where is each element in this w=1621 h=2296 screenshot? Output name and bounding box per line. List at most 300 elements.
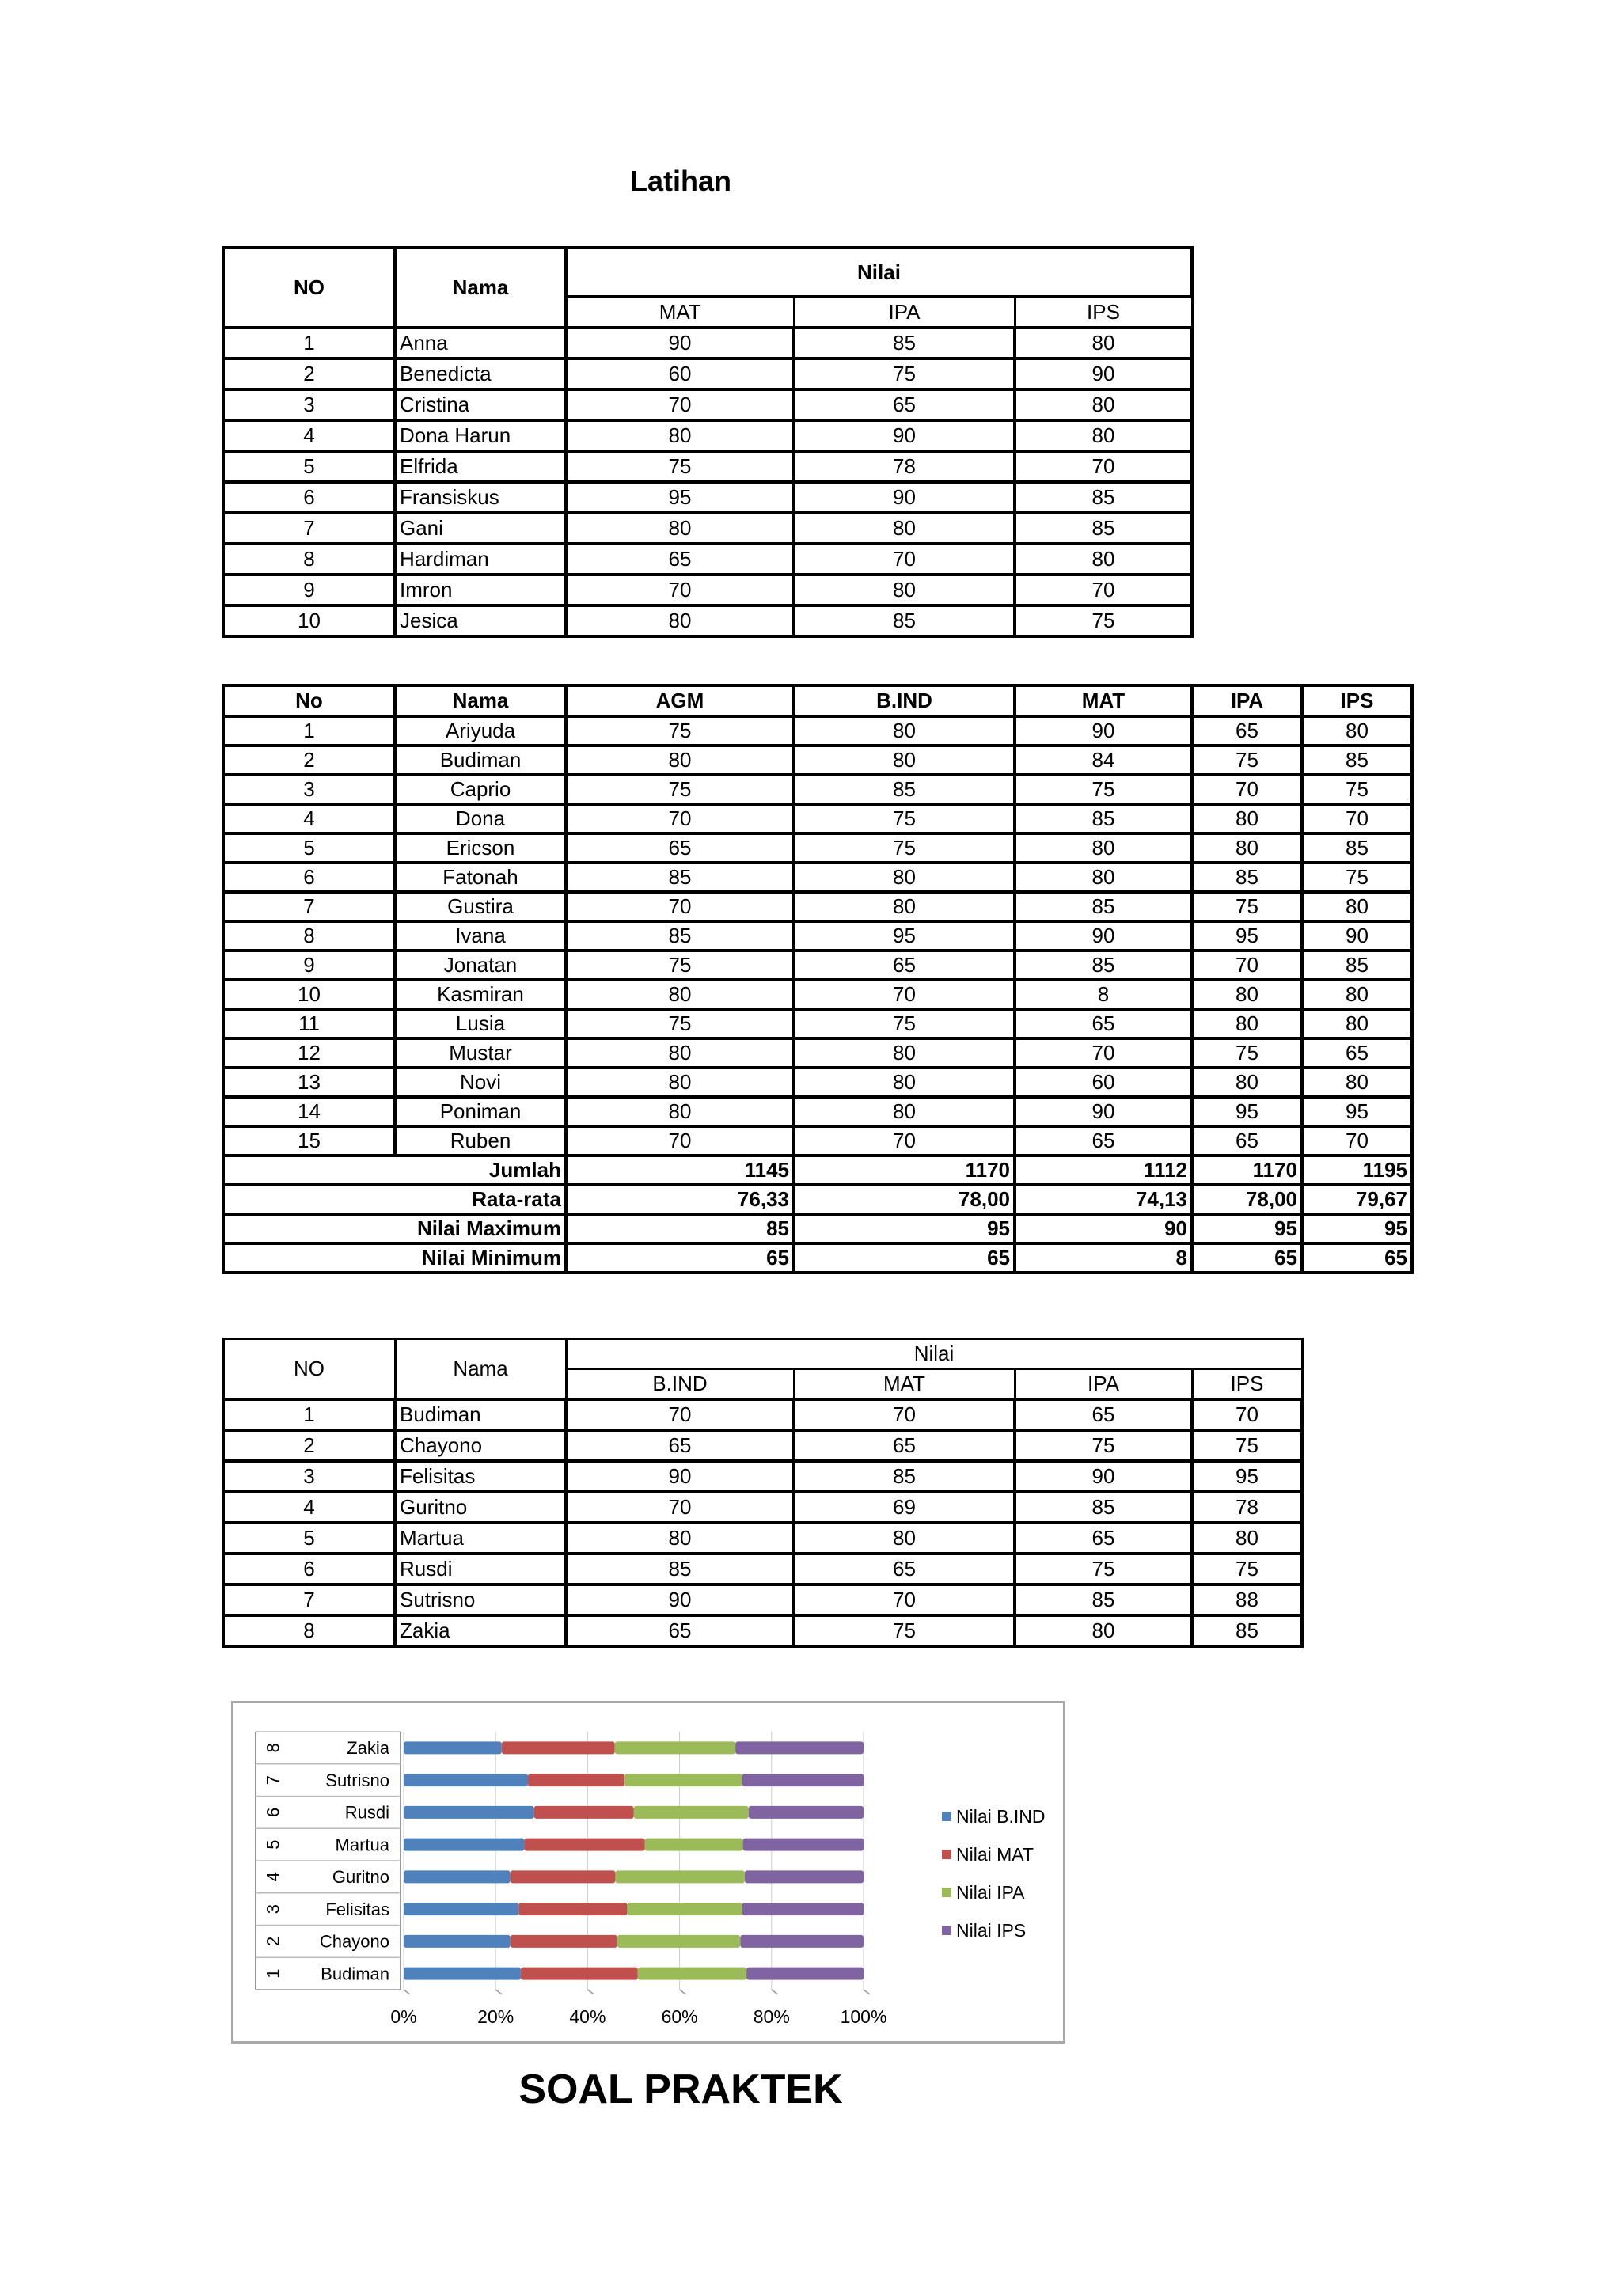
cell-value: 85: [1015, 804, 1192, 833]
header-nama: Nama: [395, 248, 566, 328]
cell-value: 75: [1192, 746, 1302, 775]
bar-segment: [634, 1806, 749, 1819]
bar-segment: [617, 1935, 741, 1948]
summary-value: 76,33: [566, 1185, 794, 1214]
summary-value: 65: [794, 1243, 1015, 1273]
cell-value: 3: [223, 775, 395, 804]
category-label: Budiman: [321, 1964, 389, 1984]
cell-nama: Jesica: [395, 605, 566, 636]
cell-value: 75: [1192, 1038, 1302, 1068]
table-row: [223, 892, 1412, 921]
summary-label: Nilai Maximum: [223, 1214, 566, 1243]
table-latihan-nilai: [222, 246, 1194, 638]
cell-ipa: 85: [794, 328, 1015, 359]
cell-no: 9: [223, 575, 395, 605]
cell-value: 95: [1302, 1097, 1412, 1126]
cell-ipa: 80: [794, 513, 1015, 544]
summary-label: Nilai Minimum: [223, 1243, 566, 1273]
header-ipa: IPA: [1015, 1369, 1192, 1400]
cell-value: 80: [1302, 1068, 1412, 1097]
bar-segment: [534, 1806, 634, 1819]
header-mat: MAT: [566, 297, 794, 328]
cell-no: 4: [223, 420, 395, 451]
cell-value: 14: [223, 1097, 395, 1126]
cell-value: 90: [1015, 1097, 1192, 1126]
cell-ips: 70: [1015, 575, 1192, 605]
cell-value: 12: [223, 1038, 395, 1068]
cell-value: 10: [223, 980, 395, 1009]
cell-nama: Dona Harun: [395, 420, 566, 451]
cell-value: 65: [1192, 716, 1302, 746]
category-label: Guritno: [332, 1867, 389, 1888]
cell-value: 2: [223, 1430, 395, 1461]
category-number-label: 2: [263, 1936, 283, 1946]
legend-swatch: [942, 1888, 951, 1897]
cell-value: 7: [223, 892, 395, 921]
table-row: [223, 746, 1412, 775]
cell-value: 2: [223, 746, 395, 775]
x-tick-mark: [680, 1990, 686, 1994]
cell-no: 2: [223, 359, 395, 389]
cell-nama: Jonatan: [395, 951, 566, 980]
cell-value: 70: [1302, 804, 1412, 833]
summary-value: 1112: [1015, 1156, 1192, 1185]
x-tick-mark: [404, 1990, 410, 1994]
cell-value: 8: [223, 1615, 395, 1646]
x-tick-mark: [772, 1990, 778, 1994]
category-number-label: 1: [263, 1968, 283, 1979]
summary-value: 1170: [1192, 1156, 1302, 1185]
cell-value: 85: [1015, 892, 1192, 921]
cell-ips: 85: [1015, 482, 1192, 513]
footer-title: SOAL PRAKTEK: [518, 2066, 843, 2112]
cell-nama: Hardiman: [395, 544, 566, 575]
cell-value: 60: [1015, 1068, 1192, 1097]
table-row: [223, 1068, 1412, 1097]
cell-value: 70: [1015, 1038, 1192, 1068]
legend-swatch: [942, 1926, 951, 1935]
cell-ipa: 80: [794, 575, 1015, 605]
cell-value: 65: [1015, 1399, 1192, 1430]
table-row: [223, 775, 1412, 804]
cell-nama: Martua: [395, 1523, 566, 1554]
x-tick-label: 60%: [661, 2006, 698, 2027]
cell-nama: Poniman: [395, 1097, 566, 1126]
cell-value: 75: [794, 1615, 1015, 1646]
x-tick-mark: [495, 1990, 502, 1994]
cell-value: 11: [223, 1009, 395, 1038]
cell-value: 70: [566, 1126, 794, 1156]
cell-ipa: 70: [794, 544, 1015, 575]
cell-value: 75: [1302, 775, 1412, 804]
cell-nama: Mustar: [395, 1038, 566, 1068]
cell-value: 75: [1192, 892, 1302, 921]
category-number-label: 4: [263, 1872, 283, 1882]
header-ipa: IPA: [1192, 685, 1302, 716]
category-label: Martua: [335, 1835, 389, 1855]
legend-label: Nilai MAT: [956, 1844, 1034, 1865]
cell-value: 95: [794, 921, 1015, 951]
legend-label: Nilai IPS: [956, 1920, 1027, 1941]
table-row: [223, 482, 1192, 513]
cell-value: 85: [794, 775, 1015, 804]
cell-mat: 90: [566, 328, 794, 359]
cell-value: 70: [1192, 775, 1302, 804]
cell-nama: Zakia: [395, 1615, 566, 1646]
header-bind: B.IND: [794, 685, 1015, 716]
cell-value: 15: [223, 1126, 395, 1156]
cell-value: 3: [223, 1461, 395, 1492]
cell-ipa: 65: [794, 389, 1015, 420]
category-number-label: 7: [263, 1775, 283, 1786]
stacked-bar-chart: [231, 1701, 1065, 2044]
cell-value: 4: [223, 1492, 395, 1523]
legend-swatch: [942, 1812, 951, 1821]
cell-nama: Ruben: [395, 1126, 566, 1156]
bar-segment: [521, 1968, 638, 1980]
cell-no: 6: [223, 482, 395, 513]
table-row: [223, 1461, 1302, 1492]
summary-value: 95: [794, 1214, 1015, 1243]
bar-segment: [404, 1870, 511, 1883]
cell-ips: 80: [1015, 420, 1192, 451]
cell-value: 80: [794, 1097, 1015, 1126]
bar-segment: [404, 1741, 502, 1754]
table-row: [223, 833, 1412, 863]
bar-segment: [404, 1903, 518, 1915]
cell-value: 90: [566, 1584, 794, 1615]
cell-nama: Lusia: [395, 1009, 566, 1038]
cell-value: 80: [794, 1068, 1015, 1097]
cell-nama: Kasmiran: [395, 980, 566, 1009]
summary-row: [223, 1214, 1412, 1243]
cell-value: 80: [566, 1097, 794, 1126]
cell-mat: 80: [566, 420, 794, 451]
cell-value: 70: [1302, 1126, 1412, 1156]
bar-segment: [746, 1968, 864, 1980]
header-no: NO: [223, 248, 395, 328]
table-row: [223, 328, 1192, 359]
summary-value: 85: [566, 1214, 794, 1243]
cell-value: 70: [794, 1126, 1015, 1156]
summary-row: [223, 1243, 1412, 1273]
header-no: NO: [223, 1339, 395, 1400]
cell-value: 84: [1015, 746, 1192, 775]
cell-nama: Fatonah: [395, 863, 566, 892]
cell-nama: Novi: [395, 1068, 566, 1097]
table-row: [223, 575, 1192, 605]
chart-canvas: [233, 1703, 1068, 2046]
cell-value: 80: [794, 1038, 1015, 1068]
cell-value: 80: [1192, 804, 1302, 833]
category-label: Rusdi: [344, 1802, 389, 1823]
bar-segment: [645, 1839, 743, 1851]
header-mat: MAT: [1015, 685, 1192, 716]
cell-value: 90: [1302, 921, 1412, 951]
x-tick-label: 40%: [569, 2006, 606, 2027]
cell-ips: 80: [1015, 544, 1192, 575]
page-title: Latihan: [629, 165, 731, 197]
cell-nama: Ivana: [395, 921, 566, 951]
bar-segment: [740, 1935, 864, 1948]
cell-value: 80: [1302, 980, 1412, 1009]
cell-value: 65: [566, 833, 794, 863]
cell-value: 80: [566, 746, 794, 775]
bar-segment: [615, 1741, 735, 1754]
cell-ips: 75: [1015, 605, 1192, 636]
cell-value: 85: [566, 1554, 794, 1584]
cell-value: 80: [794, 1523, 1015, 1554]
x-tick-label: 20%: [477, 2006, 514, 2027]
header-ips: IPS: [1192, 1369, 1302, 1400]
cell-value: 70: [566, 892, 794, 921]
table-row: [223, 1584, 1302, 1615]
cell-value: 80: [1302, 716, 1412, 746]
cell-value: 85: [1192, 1615, 1302, 1646]
x-tick-mark: [864, 1990, 870, 1994]
cell-value: 8: [1015, 980, 1192, 1009]
cell-value: 80: [1192, 1523, 1302, 1554]
cell-value: 70: [566, 1399, 794, 1430]
cell-value: 75: [566, 716, 794, 746]
cell-nama: Ericson: [395, 833, 566, 863]
summary-row: [223, 1156, 1412, 1185]
cell-nama: Cristina: [395, 389, 566, 420]
bar-segment: [502, 1741, 615, 1754]
cell-value: 75: [566, 775, 794, 804]
bar-segment: [404, 1968, 521, 1980]
cell-value: 85: [1192, 863, 1302, 892]
cell-value: 85: [794, 1461, 1015, 1492]
summary-value: 95: [1192, 1214, 1302, 1243]
bar-segment: [735, 1741, 864, 1754]
table-row: [223, 1430, 1302, 1461]
bar-segment: [518, 1903, 627, 1915]
cell-value: 4: [223, 804, 395, 833]
category-label: Chayono: [319, 1931, 389, 1952]
cell-nama: Dona: [395, 804, 566, 833]
cell-value: 95: [1192, 921, 1302, 951]
cell-value: 6: [223, 863, 395, 892]
header-bind: B.IND: [566, 1369, 794, 1400]
cell-mat: 75: [566, 451, 794, 482]
cell-value: 80: [1192, 833, 1302, 863]
cell-no: 7: [223, 513, 395, 544]
header-nilai-group: Nilai: [566, 1339, 1302, 1369]
cell-value: 70: [566, 1492, 794, 1523]
bar-segment: [404, 1774, 528, 1786]
category-number-label: 5: [263, 1839, 283, 1850]
cell-ips: 80: [1015, 328, 1192, 359]
cell-value: 5: [223, 1523, 395, 1554]
summary-value: 1195: [1302, 1156, 1412, 1185]
cell-value: 69: [794, 1492, 1015, 1523]
cell-value: 70: [1192, 951, 1302, 980]
cell-value: 65: [1015, 1523, 1192, 1554]
cell-ipa: 90: [794, 482, 1015, 513]
category-label: Sutrisno: [325, 1770, 389, 1790]
cell-value: 6: [223, 1554, 395, 1584]
cell-value: 70: [794, 1584, 1015, 1615]
summary-value: 65: [1302, 1243, 1412, 1273]
summary-value: 65: [566, 1243, 794, 1273]
cell-value: 75: [1015, 1554, 1192, 1584]
table-row: [223, 1038, 1412, 1068]
cell-value: 85: [1302, 833, 1412, 863]
legend-label: Nilai B.IND: [956, 1806, 1046, 1827]
bar-segment: [743, 1839, 864, 1851]
summary-value: 79,67: [1302, 1185, 1412, 1214]
cell-value: 85: [566, 863, 794, 892]
summary-value: 78,00: [1192, 1185, 1302, 1214]
header-nama: Nama: [395, 1339, 566, 1400]
header-agm: AGM: [566, 685, 794, 716]
x-tick-mark: [587, 1990, 594, 1994]
cell-nama: Gustira: [395, 892, 566, 921]
cell-no: 1: [223, 328, 395, 359]
cell-nama: Fransiskus: [395, 482, 566, 513]
cell-no: 8: [223, 544, 395, 575]
cell-value: 9: [223, 951, 395, 980]
cell-value: 13: [223, 1068, 395, 1097]
cell-nama: Felisitas: [395, 1461, 566, 1492]
table-row: [223, 389, 1192, 420]
cell-value: 85: [1015, 1492, 1192, 1523]
cell-value: 80: [1192, 980, 1302, 1009]
cell-value: 65: [566, 1615, 794, 1646]
cell-value: 85: [1015, 1584, 1192, 1615]
cell-value: 80: [1192, 1068, 1302, 1097]
cell-nama: Rusdi: [395, 1554, 566, 1584]
summary-value: 8: [1015, 1243, 1192, 1273]
summary-value: 65: [1192, 1243, 1302, 1273]
cell-nama: Chayono: [395, 1430, 566, 1461]
table-row: [223, 1492, 1302, 1523]
category-label: Felisitas: [325, 1899, 389, 1919]
summary-label: Jumlah: [223, 1156, 566, 1185]
category-number-label: 6: [263, 1807, 283, 1817]
table-row: [223, 980, 1412, 1009]
cell-nama: Ariyuda: [395, 716, 566, 746]
bar-segment: [404, 1806, 534, 1819]
bar-segment: [404, 1839, 524, 1851]
table-row: [223, 420, 1192, 451]
cell-value: 85: [1015, 951, 1192, 980]
cell-value: 70: [1192, 1399, 1302, 1430]
cell-value: 80: [1302, 1009, 1412, 1038]
cell-value: 80: [794, 716, 1015, 746]
header-nama: Nama: [395, 685, 566, 716]
cell-value: 75: [794, 804, 1015, 833]
x-tick-label: 80%: [753, 2006, 790, 2027]
category-label: Zakia: [347, 1738, 389, 1759]
bar-segment: [742, 1903, 864, 1915]
bar-segment: [511, 1935, 617, 1948]
table-row: [223, 804, 1412, 833]
table-row: [223, 1554, 1302, 1584]
cell-nama: Anna: [395, 328, 566, 359]
cell-value: 80: [794, 892, 1015, 921]
cell-value: 65: [1192, 1126, 1302, 1156]
cell-value: 80: [1302, 892, 1412, 921]
cell-value: 90: [1015, 716, 1192, 746]
table-row: [223, 863, 1412, 892]
cell-value: 85: [566, 921, 794, 951]
cell-mat: 70: [566, 575, 794, 605]
table-row: [223, 513, 1192, 544]
cell-value: 65: [566, 1430, 794, 1461]
cell-mat: 95: [566, 482, 794, 513]
table-row: [223, 1097, 1412, 1126]
cell-mat: 65: [566, 544, 794, 575]
cell-ips: 85: [1015, 513, 1192, 544]
cell-no: 10: [223, 605, 395, 636]
cell-value: 80: [1015, 833, 1192, 863]
table-row: [223, 544, 1192, 575]
cell-nama: Budiman: [395, 1399, 566, 1430]
cell-value: 80: [566, 1523, 794, 1554]
cell-value: 75: [566, 1009, 794, 1038]
cell-no: 5: [223, 451, 395, 482]
header-ipa: IPA: [794, 297, 1015, 328]
table-row: [223, 1615, 1302, 1646]
cell-value: 1: [223, 1399, 395, 1430]
cell-value: 78: [1192, 1492, 1302, 1523]
cell-value: 65: [1015, 1126, 1192, 1156]
cell-nama: Budiman: [395, 746, 566, 775]
cell-value: 75: [1302, 863, 1412, 892]
summary-value: 1145: [566, 1156, 794, 1185]
cell-value: 70: [794, 1399, 1015, 1430]
summary-value: 1170: [794, 1156, 1015, 1185]
cell-ips: 70: [1015, 451, 1192, 482]
header-ips: IPS: [1015, 297, 1192, 328]
summary-value: 78,00: [794, 1185, 1015, 1214]
cell-ipa: 85: [794, 605, 1015, 636]
cell-ips: 90: [1015, 359, 1192, 389]
bar-segment: [745, 1870, 864, 1883]
x-tick-label: 0%: [390, 2006, 417, 2027]
bar-segment: [624, 1774, 742, 1786]
cell-value: 80: [794, 863, 1015, 892]
cell-value: 65: [794, 1430, 1015, 1461]
cell-value: 80: [1015, 863, 1192, 892]
x-tick-label: 100%: [840, 2006, 887, 2027]
cell-nama: Gani: [395, 513, 566, 544]
cell-value: 65: [794, 951, 1015, 980]
summary-label: Rata-rata: [223, 1185, 566, 1214]
cell-value: 65: [1302, 1038, 1412, 1068]
table-row: [223, 716, 1412, 746]
cell-mat: 70: [566, 389, 794, 420]
cell-value: 75: [1015, 775, 1192, 804]
table-rekap-nilai: [222, 684, 1414, 1274]
cell-ips: 80: [1015, 389, 1192, 420]
legend-label: Nilai IPA: [956, 1882, 1025, 1903]
bar-segment: [615, 1870, 745, 1883]
cell-value: 75: [1192, 1554, 1302, 1584]
summary-value: 95: [1302, 1214, 1412, 1243]
cell-ipa: 78: [794, 451, 1015, 482]
table-nilai-praktek: [222, 1338, 1304, 1648]
cell-no: 3: [223, 389, 395, 420]
table-row: [223, 921, 1412, 951]
cell-value: 65: [1015, 1009, 1192, 1038]
header-mat: MAT: [794, 1369, 1015, 1400]
bar-segment: [528, 1774, 624, 1786]
cell-value: 80: [566, 1068, 794, 1097]
cell-nama: Caprio: [395, 775, 566, 804]
